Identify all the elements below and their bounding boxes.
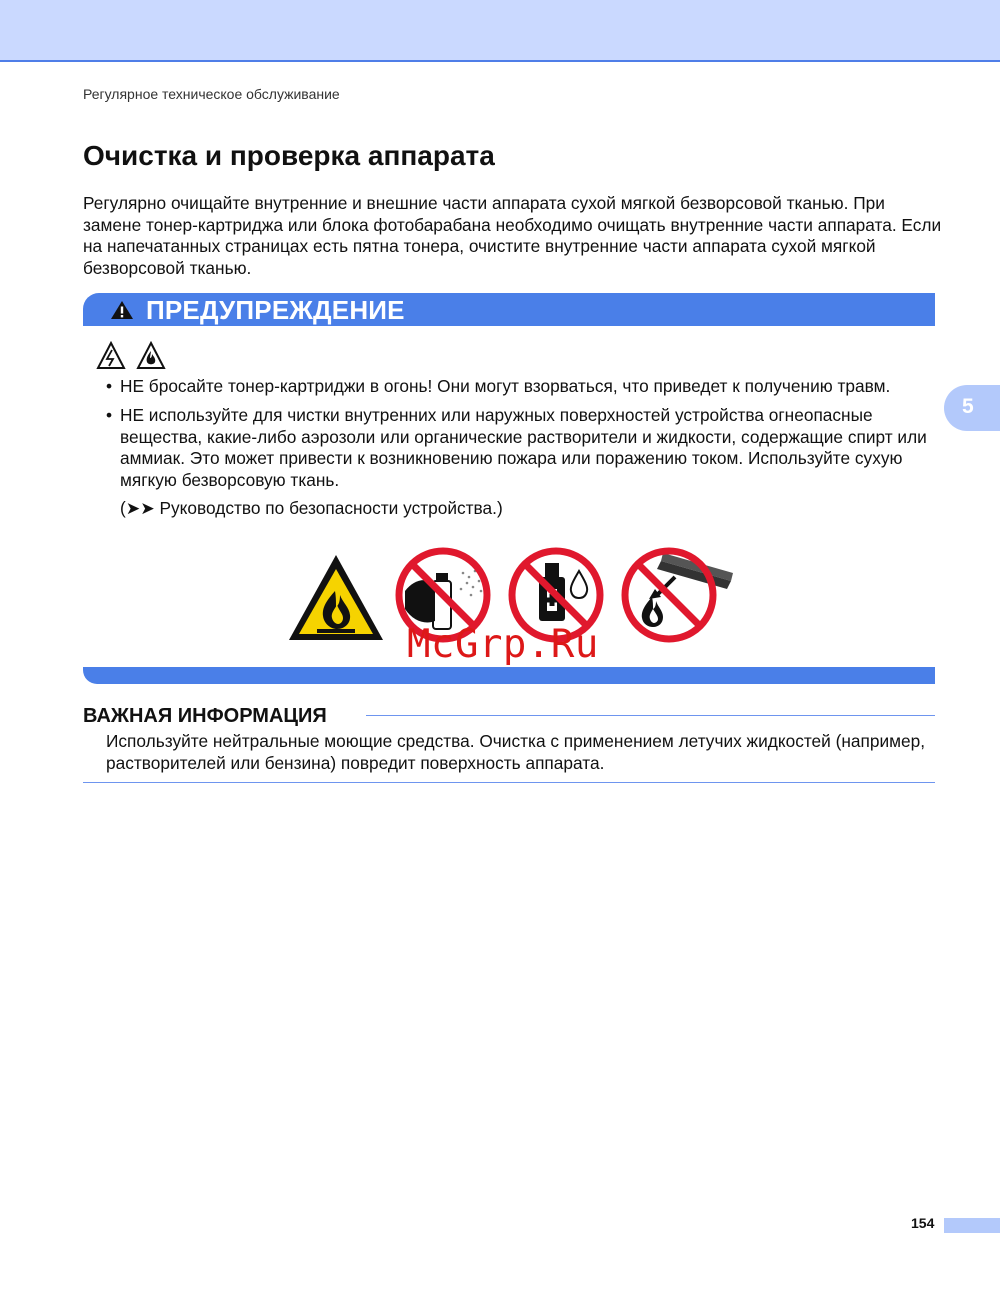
important-text: Используйте нейтральные моющие средства. Очистка с применением летучих жидкостей (например, растворителей или бензина) повредит поверхность аппарата. — [106, 731, 926, 773]
warning-bullet-text: НЕ бросайте тонер-картриджи в огонь! Они могут взорваться, что приведет к получению травм. — [120, 376, 891, 396]
important-title-rule — [366, 715, 935, 716]
page-header-band — [0, 0, 1000, 62]
warning-title: ПРЕДУПРЕЖДЕНИЕ — [146, 295, 405, 325]
page-number-strip — [944, 1218, 1000, 1233]
electric-shock-hazard-icon — [98, 343, 124, 368]
important-bottom-rule — [83, 782, 935, 783]
chapter-number: 5 — [962, 395, 974, 418]
watermark: McGrp.Ru — [407, 622, 599, 667]
no-burning-cartridge-icon — [625, 551, 733, 639]
important-title: ВАЖНАЯ ИНФОРМАЦИЯ — [83, 705, 327, 727]
hazard-icons — [96, 341, 170, 371]
bullet-marker: • — [106, 405, 113, 425]
warning-bullet — [106, 405, 941, 491]
page-title: Очистка и проверка аппарата — [83, 140, 495, 171]
running-header: Регулярное техническое обслуживание — [83, 86, 340, 102]
warning-banner-bottom — [83, 667, 935, 684]
bullet-marker: • — [106, 376, 113, 396]
chapter-tab[interactable] — [944, 385, 1000, 431]
flammable-warning-icon — [289, 555, 383, 640]
intro-paragraph: Регулярно очищайте внутренние и внешние части аппарата сухой мягкой безворсовой тканью. При замене тонер-картриджа или блока фотобарабана необходимо очищать внутренние части аппарата. Если на напечатанных страницах есть пятна тонера, очистите внутренние части аппарата сухой мягкой безворсовой тканью. — [83, 193, 942, 278]
page-number: 154 — [911, 1215, 935, 1231]
warning-banner — [83, 293, 935, 326]
fire-hazard-icon — [138, 343, 164, 368]
safety-guide-reference: (➤➤ Руководство по безопасности устройства.) — [120, 498, 503, 518]
warning-triangle-icon — [110, 300, 134, 320]
warning-bullet-text: НЕ используйте для чистки внутренних или наружных поверхностей устройства огнеопасные вещества, какие-либо аэрозоли или органические растворители и жидкости, содержащие спирт или аммиак. Это может привести к возникновению пожара или поражению током. Используйте сухую мягкую безворсовую ткань. — [120, 405, 927, 490]
warning-bullet — [106, 376, 941, 398]
